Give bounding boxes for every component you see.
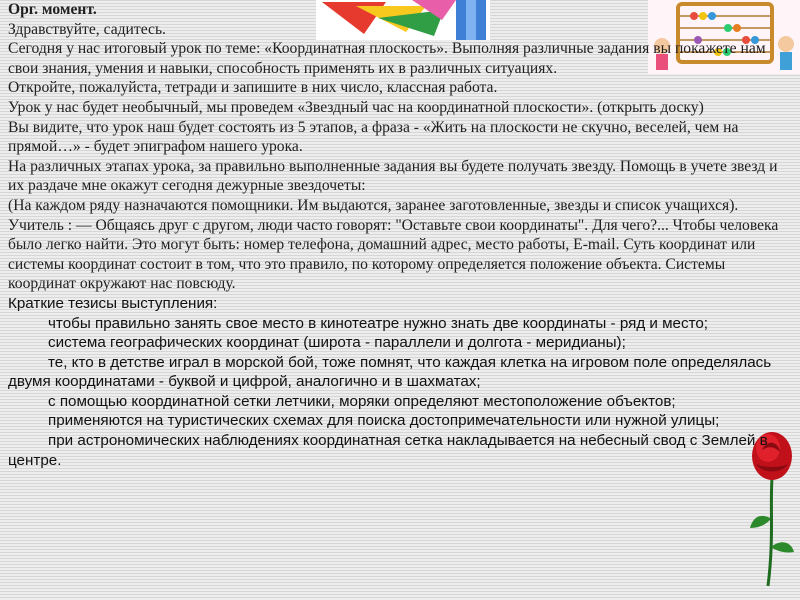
paragraph: Откройте, пожалуйста, тетради и запишите в них число, классная работа. [8,79,498,97]
paragraph: Урок у нас будет необычный, мы проведем «Звездный час на координатной плоскости». (открыть доску) [8,98,704,116]
paragraph: Вы видите, что урок наш будет состоять из 5 этапов, а фраза - «Жить на плоскости не скучно, веселей, чем на прямой…» - будет эпиграфом нашего урока. [8,118,739,156]
slide-title: Орг. момент. [8,1,97,18]
paragraph: Сегодня у нас итоговый урок по теме: «Координатная плоскость». Выполняя различные задания вы покажете нам свои знания, умения и навыки, способность применять их в различных ситуациях. [8,40,766,77]
paragraph: (На каждом ряду назначаются помощники. Им выдаются, заранее заготовленные, звезды и список учащихся). [8,196,739,214]
thesis-item: при астрономических наблюдениях координатная сетка накладывается на небесный свод с Землей в центре. [8,432,768,469]
thesis-item: с помощью координатной сетки летчики, моряки определяют местоположение объектов; [48,392,676,410]
thesis-item: чтобы правильно занять свое место в кинотеатре нужно знать две координаты - ряд и место; [48,314,709,332]
slide-text [8,0,790,470]
thesis-item: система географических координат (широта - параллели и долгота - меридианы); [48,334,626,352]
paragraph: Учитель : — Общаясь друг с другом, люди часто говорят: "Оставьте свои координаты". Для чего?... Чтобы человека было легко найти. Это могут быть: номер телефона, домашний адрес, место работы, E-mail. Суть координат или системы координат состоит в том, что это правило, по которому определяется положение объекта. Системы координат окружают нас повсюду. [8,216,779,293]
thesis-item: применяются на туристических схемах для поиска достопримечательности или нужной улицы; [48,412,720,430]
paragraph: На различных этапах урока, за правильно выполненные задания вы будете получать звезду. Помощь в учете звезд и их раздаче мне окажут сегодня дежурные звездочеты: [8,157,778,195]
theses-title: Краткие тезисы выступления: [8,294,218,312]
paragraph: Здравствуйте, садитесь. [8,20,166,38]
thesis-item: те, кто в детстве играл в морской бой, тоже помнят, что каждая клетка на игровом поле определялась двумя координатами - буквой и цифрой, аналогично и в шахматах; [8,353,772,391]
